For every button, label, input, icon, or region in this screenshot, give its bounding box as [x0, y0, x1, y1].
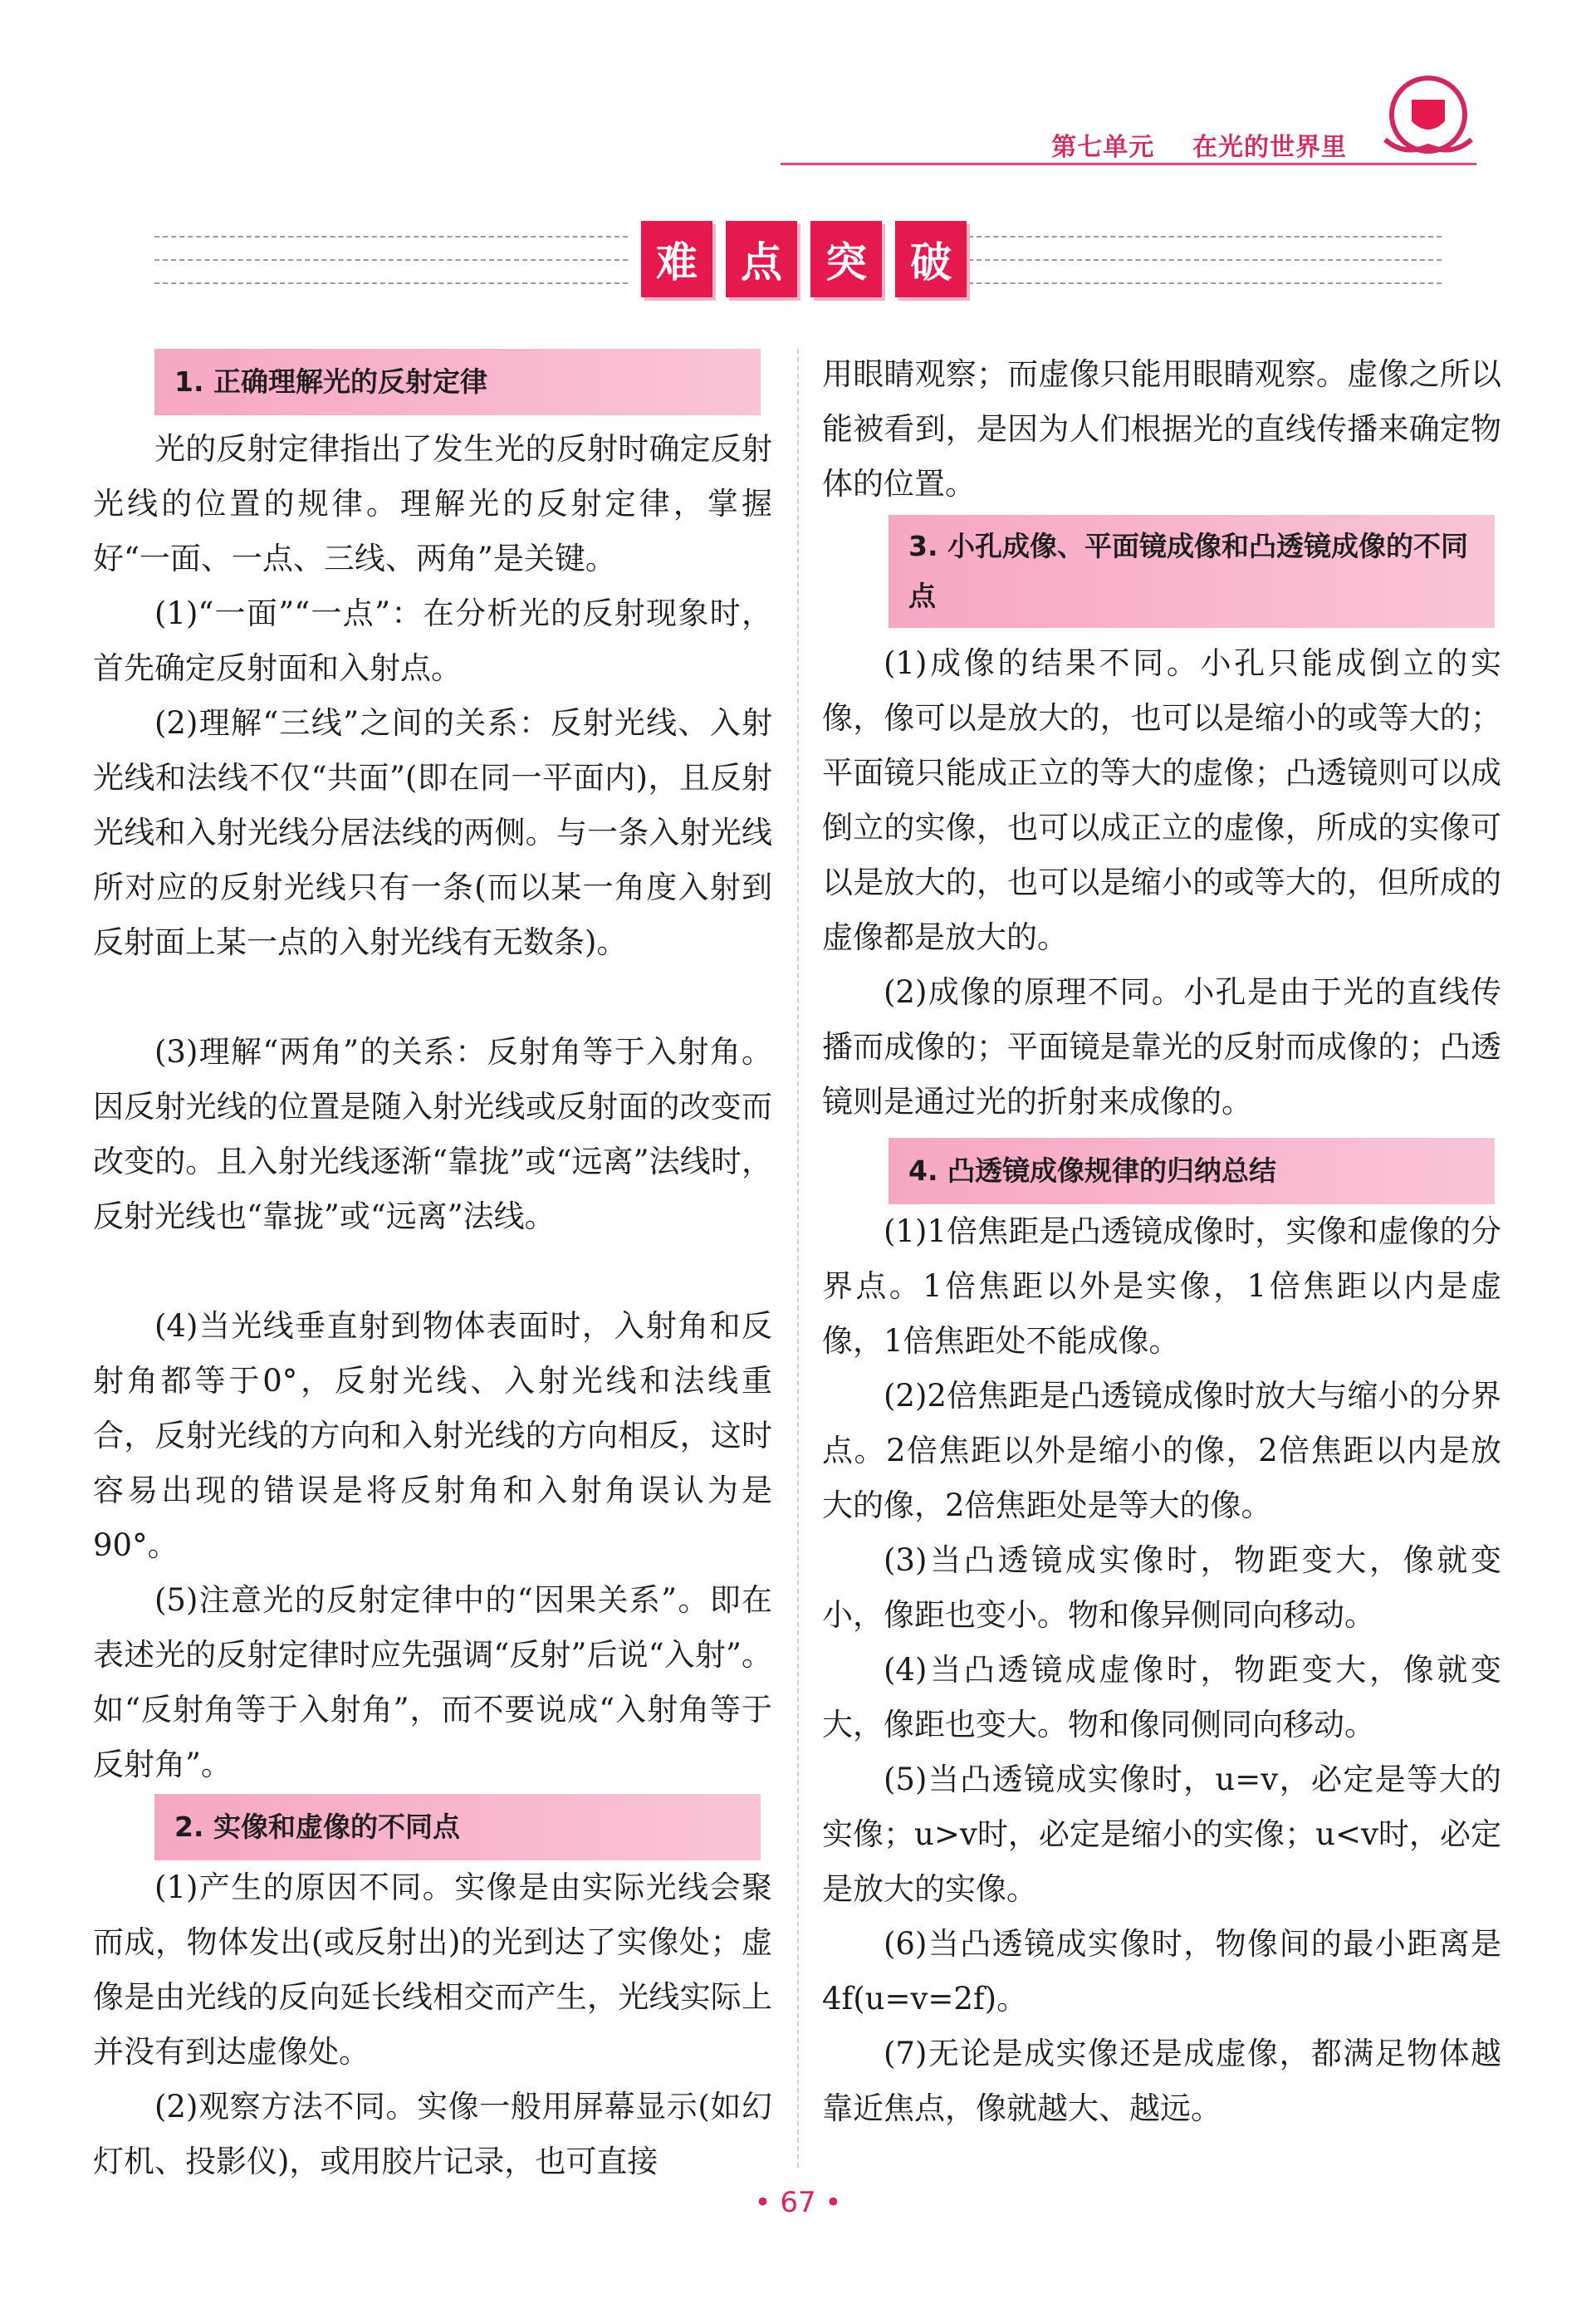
- section-heading: 3. 小孔成像、平面镜成像和凸透镜成像的不同点: [889, 515, 1495, 628]
- running-header: [1051, 126, 1347, 163]
- paragraph: (4)当凸透镜成虚像时，物距变大，像就变大，像距也变大。物和像同侧同向移动。: [822, 1652, 1501, 1742]
- section-heading: 2. 实像和虚像的不同点: [154, 1794, 761, 1860]
- paragraph: (7)无论是成实像还是成虚像，都满足物体越靠近焦点，像就越大、越远。: [822, 2036, 1501, 2126]
- paragraph: (5)当凸透镜成实像时，u=v，必定是等大的实像；u>v时，必定是缩小的实像；u<v时，必定是放大的实像。: [822, 1762, 1501, 1907]
- banner-dash: [154, 282, 628, 284]
- paragraph: (2)2倍焦距是凸透镜成像时放大与缩小的分界点。2倍焦距以外是缩小的像，2倍焦距以内是放大的像，2倍焦距处是等大的像。: [822, 1378, 1501, 1523]
- paragraph: 光的反射定律指出了发生光的反射时确定反射光线的位置的规律。理解光的反射定律，掌握好“一面、一点、三线、两角”是关键。: [93, 431, 772, 576]
- banner-dash: [154, 236, 628, 238]
- page-number: • 67 •: [754, 2186, 842, 2219]
- paragraph: (5)注意光的反射定律中的“因果关系”。即在表述光的反射定律时应先强调“反射”后说“入射”。如“反射角等于入射角”，而不要说成“入射角等于反射角”。: [93, 1582, 772, 1782]
- paragraph: (4)当光线垂直射到物体表面时，入射角和反射角都等于0°，反射光线、入射光线和法线重合，反射光线的方向和入射光线的方向相反，这时容易出现的错误是将反射角和入射角误认为是90°。: [93, 1308, 772, 1563]
- paragraph: (2)观察方法不同。实像一般用屏幕显示(如幻灯机、投影仪)，或用胶片记录，也可直接: [93, 2089, 772, 2179]
- paragraph: (6)当凸透镜成实像时，物像间的最小距离是4f(u=v=2f)。: [822, 1926, 1501, 2017]
- paragraph: (1)1倍焦距是凸透镜成像时，实像和虚像的分界点。1倍焦距以外是实像，1倍焦距以内是虚像，1倍焦距处不能成像。: [822, 1213, 1501, 1359]
- paragraph: (3)当凸透镜成实像时，物距变大，像就变小，像距也变小。物和像异侧同向移动。: [822, 1542, 1501, 1633]
- section-heading: 1. 正确理解光的反射定律: [154, 349, 761, 415]
- banner-dash: [960, 236, 1442, 238]
- paragraph: (1)产生的原因不同。实像是由实际光线会聚而成，物体发出(或反射出)的光到达了实像处；虚像是由光线的反向延长线相交而产生，光线实际上并没有到达虚像处。: [93, 1870, 772, 2070]
- banner-dash: [960, 259, 1442, 261]
- banner-char: 点: [726, 221, 797, 297]
- banner-dash: [960, 282, 1442, 284]
- school-badge-icon: [1378, 66, 1478, 166]
- paragraph: (3)理解“两角”的关系：反射角等于入射角。因反射光线的位置是随入射光线或反射面的改变而改变的。且入射光线逐渐“靠拢”或“远离”法线时，反射光线也“靠拢”或“远离”法线。: [93, 1034, 772, 1234]
- banner-char: 破: [895, 221, 967, 297]
- paragraph: (2)理解“三线”之间的关系：反射光线、入射光线和法线不仅“共面”(即在同一平面内)，且反射光线和入射光线分居法线的两侧。与一条入射光线所对应的反射光线只有一条(而以某一角度入射到反射面上某一点的入射光线有无数条)。: [93, 705, 772, 960]
- banner-dash: [154, 259, 628, 261]
- section-heading: 4. 凸透镜成像规律的归纳总结: [889, 1138, 1495, 1204]
- header-rule: [781, 163, 1476, 165]
- banner-char: 突: [810, 221, 882, 297]
- paragraph: 用眼睛观察；而虚像只能用眼睛观察。虚像之所以能被看到，是因为人们根据光的直线传播来确定物体的位置。: [822, 356, 1501, 502]
- unit-title: 在光的世界里: [1192, 133, 1347, 162]
- paragraph: (2)成像的原理不同。小孔是由于光的直线传播而成像的；平面镜是靠光的反射而成像的；凸透镜则是通过光的折射来成像的。: [822, 974, 1501, 1120]
- paragraph: (1)“一面”“一点”：在分析光的反射现象时，首先确定反射面和入射点。: [93, 595, 772, 686]
- unit-label: 第七单元: [1051, 133, 1155, 162]
- paragraph: (1)成像的结果不同。小孔只能成倒立的实像，像可以是放大的，也可以是缩小的或等大的；平面镜只能成正立的等大的虚像；凸透镜则可以成倒立的实像，也可以成正立的虚像，所成的实像可以是放大的，也可以是缩小的或等大的，但所成的虚像都是放大的。: [822, 645, 1501, 955]
- banner-char: 难: [641, 221, 712, 297]
- column-divider: [797, 349, 799, 2168]
